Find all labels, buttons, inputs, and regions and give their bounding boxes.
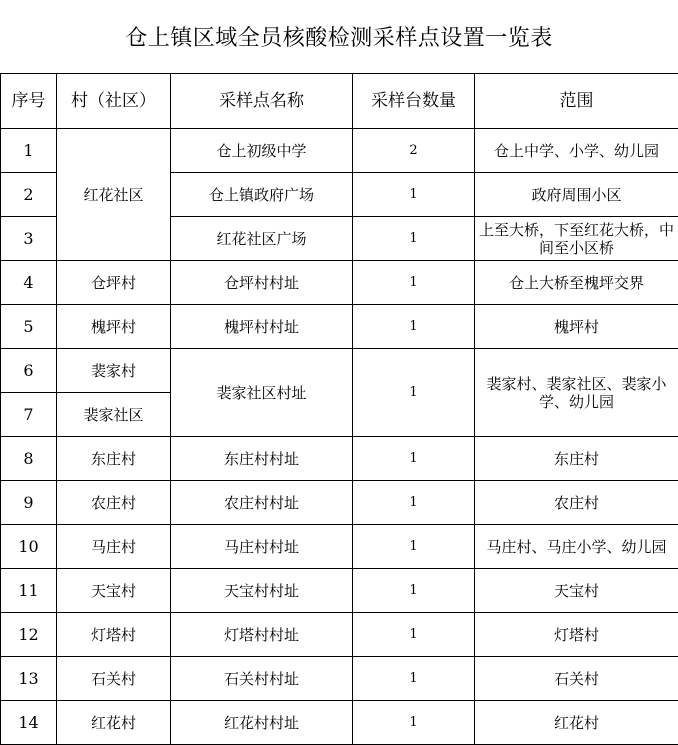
range-cell: 裴家村、裴家社区、裴家小学、幼儿园 [475, 349, 678, 437]
table-row [1, 305, 678, 349]
village-cell: 裴家村 [57, 349, 171, 393]
table-header-row [1, 74, 678, 129]
site-cell: 红花社区广场 [171, 217, 353, 261]
seq-cell: 14 [1, 701, 57, 745]
range-cell: 东庄村 [475, 437, 678, 481]
seq-cell: 8 [1, 437, 57, 481]
village-cell: 东庄村 [57, 437, 171, 481]
range-cell: 马庄村、马庄小学、幼儿园 [475, 525, 678, 569]
header-seq: 序号 [1, 74, 57, 129]
site-cell: 东庄村村址 [171, 437, 353, 481]
count-cell: 1 [353, 349, 475, 437]
range-cell: 红花村 [475, 701, 678, 745]
seq-cell: 7 [1, 393, 57, 437]
village-cell: 红花社区 [57, 129, 171, 261]
seq-cell: 12 [1, 613, 57, 657]
table-row [1, 349, 678, 393]
table-row [1, 701, 678, 745]
range-cell: 仓上大桥至槐坪交界 [475, 261, 678, 305]
table-row [1, 481, 678, 525]
header-site: 采样点名称 [171, 74, 353, 129]
count-cell: 1 [353, 217, 475, 261]
site-cell: 裴家社区村址 [171, 349, 353, 437]
count-cell: 1 [353, 305, 475, 349]
range-cell: 槐坪村 [475, 305, 678, 349]
site-cell: 红花村村址 [171, 701, 353, 745]
seq-cell: 9 [1, 481, 57, 525]
count-cell: 1 [353, 657, 475, 701]
seq-cell: 4 [1, 261, 57, 305]
village-cell: 马庄村 [57, 525, 171, 569]
header-range: 范围 [475, 74, 678, 129]
range-cell: 灯塔村 [475, 613, 678, 657]
site-cell: 仓上初级中学 [171, 129, 353, 173]
seq-cell: 5 [1, 305, 57, 349]
village-cell: 农庄村 [57, 481, 171, 525]
range-cell: 上至大桥，下至红花大桥，中间至小区桥 [475, 217, 678, 261]
site-cell: 天宝村村址 [171, 569, 353, 613]
seq-cell: 3 [1, 217, 57, 261]
seq-cell: 2 [1, 173, 57, 217]
village-cell: 仓坪村 [57, 261, 171, 305]
site-cell: 马庄村村址 [171, 525, 353, 569]
count-cell: 1 [353, 481, 475, 525]
village-cell: 槐坪村 [57, 305, 171, 349]
range-cell: 农庄村 [475, 481, 678, 525]
count-cell: 1 [353, 525, 475, 569]
table-row [1, 261, 678, 305]
village-cell: 灯塔村 [57, 613, 171, 657]
count-cell: 1 [353, 701, 475, 745]
table-row [1, 657, 678, 701]
village-cell: 石关村 [57, 657, 171, 701]
count-cell: 1 [353, 569, 475, 613]
count-cell: 1 [353, 613, 475, 657]
range-cell: 天宝村 [475, 569, 678, 613]
header-village: 村（社区） [57, 74, 171, 129]
table-row [1, 525, 678, 569]
seq-cell: 10 [1, 525, 57, 569]
count-cell: 2 [353, 129, 475, 173]
table-row [1, 613, 678, 657]
table-row [1, 569, 678, 613]
village-cell: 天宝村 [57, 569, 171, 613]
seq-cell: 11 [1, 569, 57, 613]
site-cell: 灯塔村村址 [171, 613, 353, 657]
seq-cell: 1 [1, 129, 57, 173]
seq-cell: 6 [1, 349, 57, 393]
count-cell: 1 [353, 261, 475, 305]
count-cell: 1 [353, 173, 475, 217]
site-cell: 石关村村址 [171, 657, 353, 701]
count-cell: 1 [353, 437, 475, 481]
site-cell: 仓上镇政府广场 [171, 173, 353, 217]
site-cell: 农庄村村址 [171, 481, 353, 525]
range-cell: 仓上中学、小学、幼儿园 [475, 129, 678, 173]
range-cell: 政府周围小区 [475, 173, 678, 217]
village-cell: 红花村 [57, 701, 171, 745]
table-row [1, 129, 678, 173]
seq-cell: 13 [1, 657, 57, 701]
range-cell: 石关村 [475, 657, 678, 701]
site-cell: 槐坪村村址 [171, 305, 353, 349]
site-cell: 仓坪村村址 [171, 261, 353, 305]
table-row [1, 437, 678, 481]
sampling-sites-table [0, 73, 678, 745]
header-count: 采样台数量 [353, 74, 475, 129]
page-title: 仓上镇区域全员核酸检测采样点设置一览表 [125, 26, 553, 51]
village-cell: 裴家社区 [57, 393, 171, 437]
